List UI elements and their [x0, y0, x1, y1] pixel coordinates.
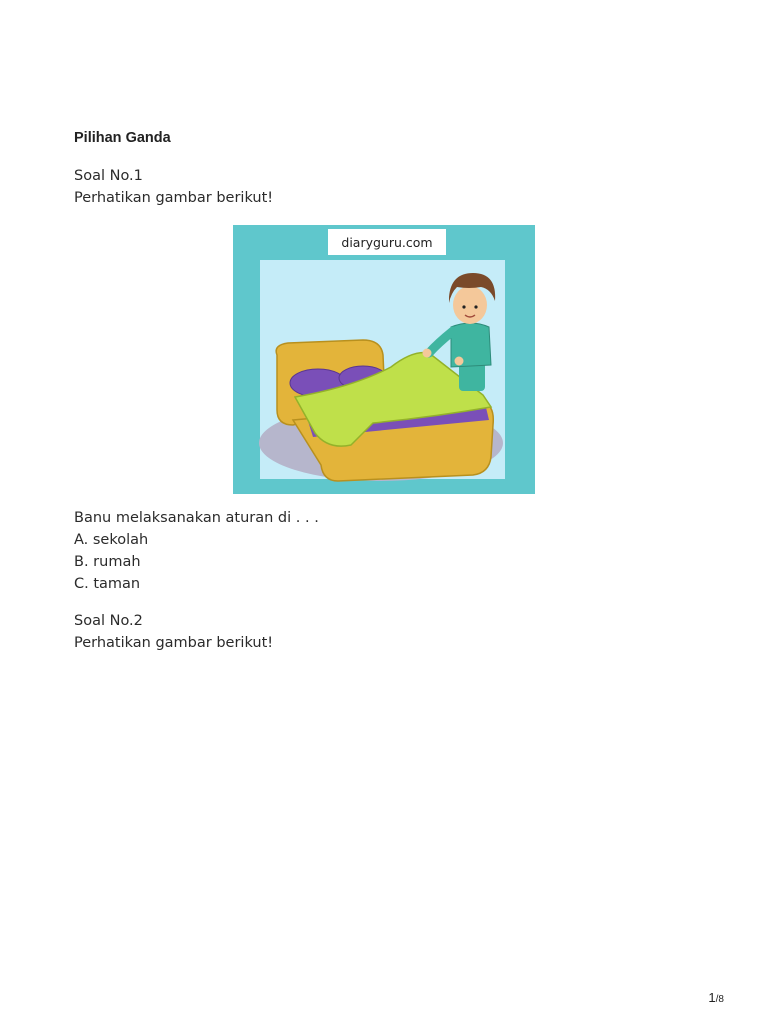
question-instruction: Perhatikan gambar berikut! [74, 190, 274, 206]
question-1-illustration [233, 225, 535, 494]
total-pages: /8 [715, 994, 724, 1005]
option-a: A. sekolah [74, 532, 149, 548]
page-indicator [708, 990, 724, 1005]
question-1-body [74, 507, 319, 595]
section-title: Pilihan Ganda [74, 130, 171, 146]
question-2-header [74, 610, 273, 654]
boy-hand-left [423, 349, 432, 358]
boy-face [453, 286, 487, 324]
question-text: Banu melaksanakan aturan di . . . [74, 510, 319, 526]
figure-watermark: diaryguru.com [341, 235, 433, 250]
boy-eye-right [474, 305, 477, 308]
boy-hand-right [455, 357, 464, 366]
bed-making-illustration [233, 225, 535, 494]
option-b: B. rumah [74, 554, 141, 570]
current-page: 1 [708, 990, 716, 1005]
question-number: Soal No.1 [74, 168, 143, 184]
question-number: Soal No.2 [74, 613, 143, 629]
question-instruction: Perhatikan gambar berikut! [74, 635, 274, 651]
option-c: C. taman [74, 576, 141, 592]
boy-eye-left [462, 305, 465, 308]
question-1-header [74, 165, 273, 209]
